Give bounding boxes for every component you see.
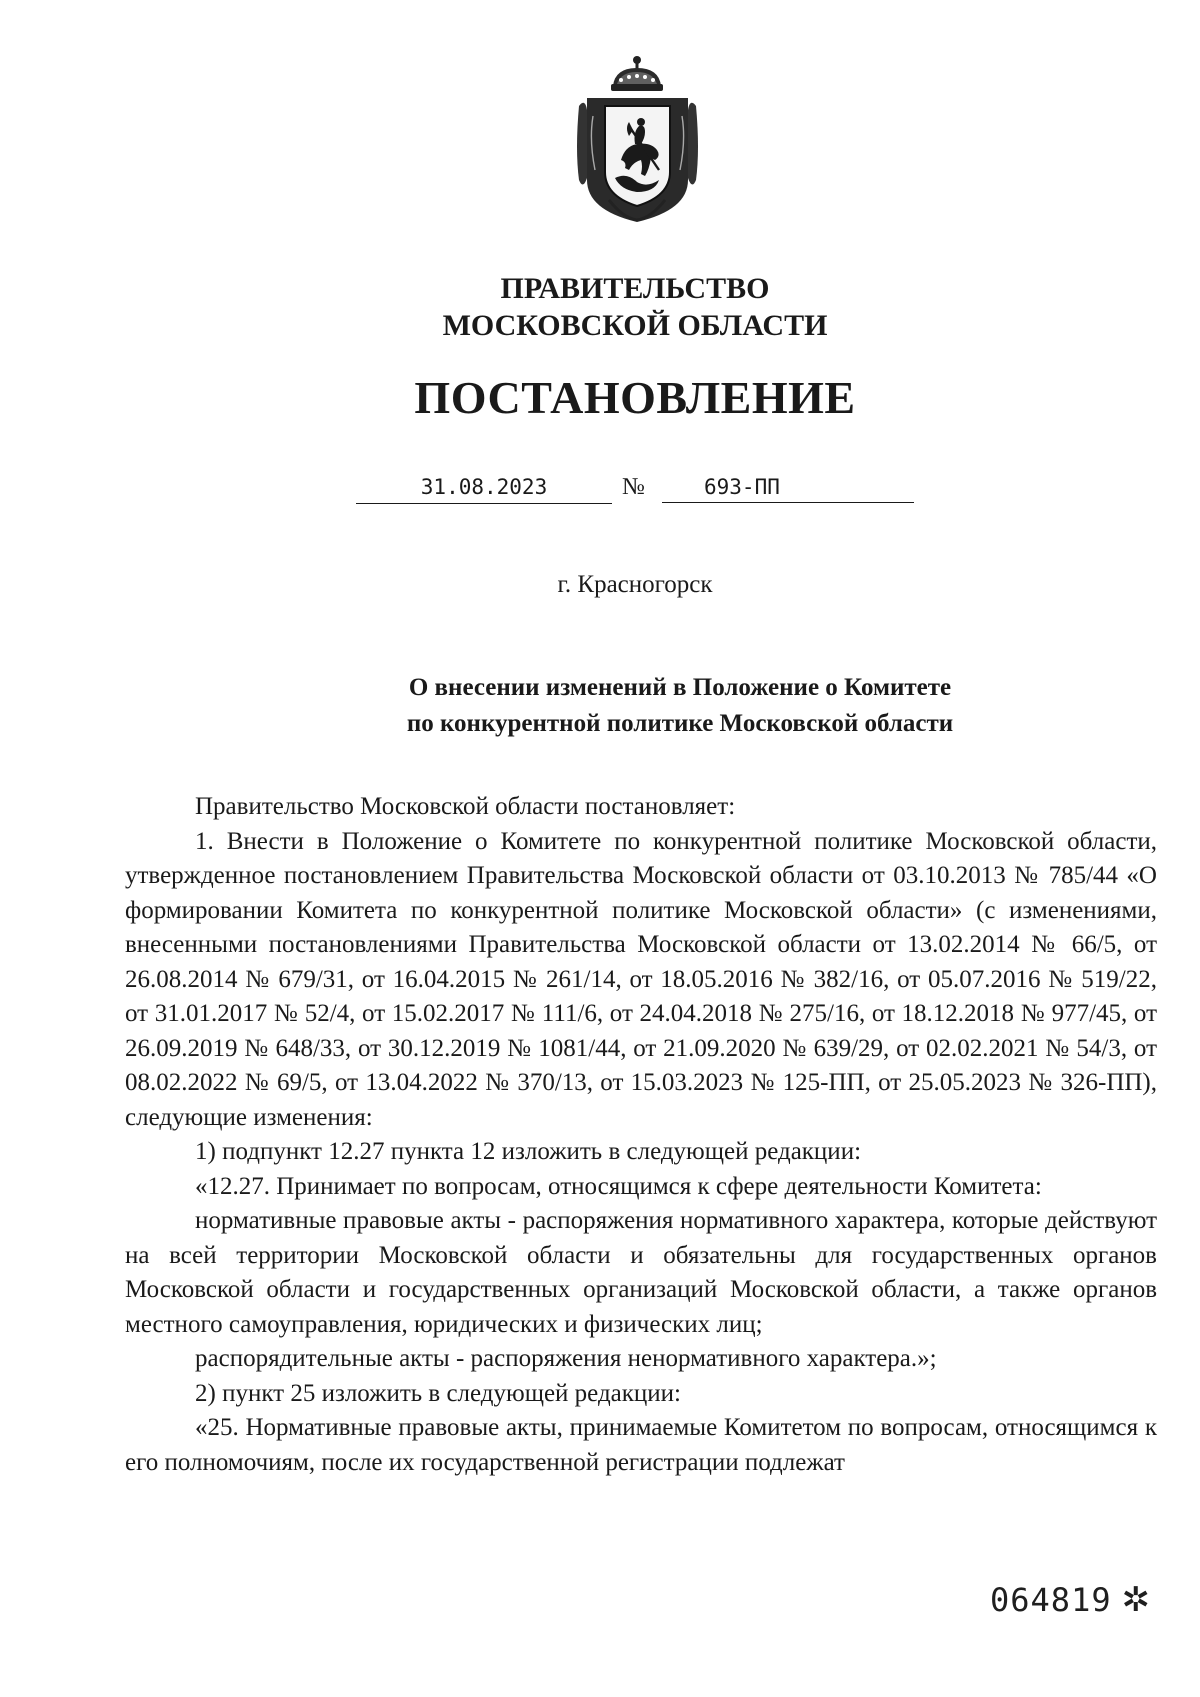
body-paragraph: Правительство Московской области постановляет: xyxy=(195,793,736,820)
asterisk-mark-icon: ✲ xyxy=(1121,1580,1152,1620)
coat-of-arms-emblem xyxy=(575,50,700,225)
document-date: 31.08.2023 xyxy=(356,470,612,504)
number-sign: № xyxy=(622,474,645,500)
document-subject xyxy=(360,670,1000,742)
document-type-heading: ПОСТАНОВЛЕНИЕ xyxy=(414,372,856,423)
subject-line2: по конкурентной политике Московской области xyxy=(406,710,954,737)
document-number: 693-ПП xyxy=(662,470,914,503)
body-paragraph: распорядительные акты - распоряжения ненормативного характера.»; xyxy=(195,1345,937,1372)
document-city: г. Красногорск xyxy=(557,571,713,598)
body-paragraph: «25. Нормативные правовые акты, принимаемые Комитетом по вопросам, относящимся к его полномочиям, после их государственной регистрации подлежат xyxy=(125,1414,1157,1476)
subject-line1: О внесении изменений в Положение о Комитете xyxy=(408,674,952,701)
document-body xyxy=(125,790,1157,1480)
body-paragraph: 1) подпункт 12.27 пункта 12 изложить в следующей редакции: xyxy=(195,1138,862,1165)
organization-title-line2: МОСКОВСКОЙ ОБЛАСТИ xyxy=(442,309,828,342)
body-paragraph: «12.27. Принимает по вопросам, относящимся к сфере деятельности Комитета: xyxy=(195,1172,1042,1200)
body-paragraph: нормативные правовые акты - распоряжения нормативного характера, которые действуют на всей территории Московской области и обязательны для государственных органов Московской области и государственных организаций Московской области, а также органов местного самоуправления, юридических и физических лиц; xyxy=(125,1207,1157,1338)
serial-number xyxy=(990,1580,1151,1620)
organization-title xyxy=(0,270,1200,344)
body-paragraph: 2) пункт 25 изложить в следующей редакции: xyxy=(195,1379,681,1407)
organization-title-line1: ПРАВИТЕЛЬСТВО xyxy=(500,272,770,305)
serial-number-value: 064819 xyxy=(990,1581,1112,1619)
body-paragraph: 1. Внести в Положение о Комитете по конкурентной политике Московской области, утвержденное постановлением Правительства Московской области от 03.10.2013 № 785/44 «О формировании Комитета по конкурентной политике Московской области» (с изменениями, внесенными постановлениями Правительства Московской области от 13.02.2014 № 66/5, от 26.08.2014 № 679/31, от 16.04.2015 № 261/14, от 18.05.2016 № 382/16, от 05.07.2016 № 519/22, от 31.01.2017 № 52/4, от 15.02.2017 № 111/6, от 24.04.2018 № 275/16, от 18.12.2018 № 977/45, от 26.09.2019 № 648/33, от 30.12.2019 № 1081/44, от 21.09.2020 № 639/29, от 02.02.2021 № 54/3, от 08.02.2022 № 69/5, от 13.04.2022 № 370/13, от 15.03.2023 № 125-ПП, от 25.05.2023 № 326-ПП), следующие изменения: xyxy=(125,827,1157,1131)
